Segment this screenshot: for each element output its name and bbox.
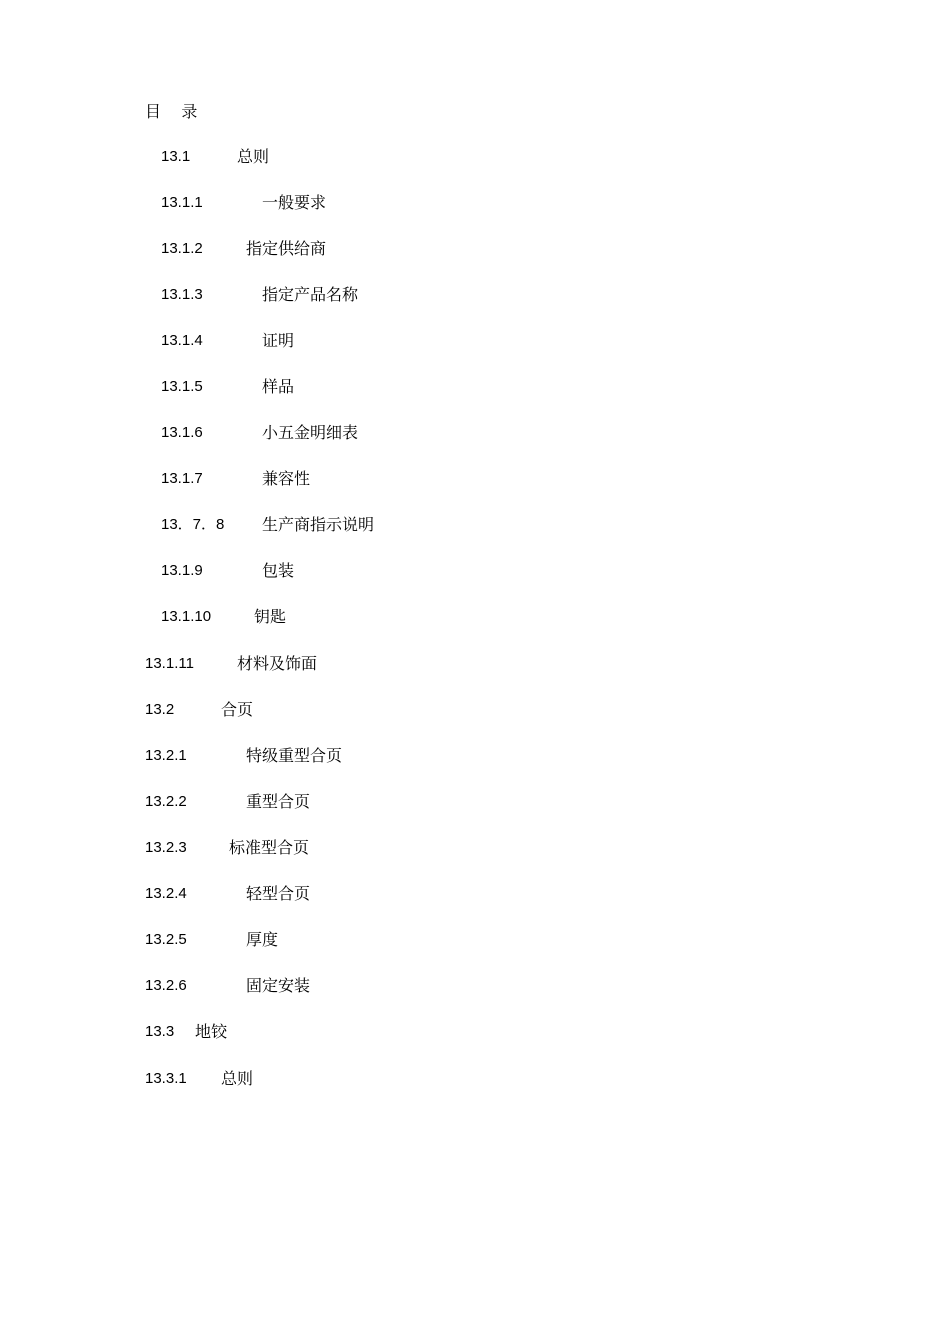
toc-entry-number: 13.1.1 <box>161 194 203 211</box>
toc-entry-number: 13.2.2 <box>145 793 187 810</box>
toc-entry-number: 13.2.3 <box>145 839 187 856</box>
toc-entry-number: 13．7．8 <box>161 516 225 533</box>
toc-entry-title: 指定产品名称 <box>262 285 359 304</box>
toc-entry-title: 包装 <box>262 561 295 580</box>
toc-entry-title: 总则 <box>221 1069 254 1088</box>
toc-entry-title: 证明 <box>262 331 295 350</box>
toc-entry-title: 生产商指示说明 <box>262 515 375 534</box>
toc-entry-title: 重型合页 <box>246 792 311 811</box>
toc-entry-title: 一般要求 <box>262 193 327 212</box>
toc-entry-title: 总则 <box>237 147 270 166</box>
toc-entry-number: 13.1.7 <box>161 470 203 487</box>
toc-entry-title: 小五金明细表 <box>262 423 359 442</box>
toc-entry-title: 轻型合页 <box>246 884 311 903</box>
toc-entry-number: 13.3 <box>145 1023 175 1040</box>
toc-entry-title: 合页 <box>221 700 254 719</box>
toc-entry-title: 指定供给商 <box>246 239 327 258</box>
toc-entry-number: 13.1.5 <box>161 378 203 395</box>
toc-entry-number: 13.2.1 <box>145 747 187 764</box>
toc-entry-number: 13.1 <box>161 148 191 165</box>
toc-entry-number: 13.2.6 <box>145 977 187 994</box>
toc-entry-number: 13.1.2 <box>161 240 203 257</box>
toc-entry-number: 13.1.11 <box>145 655 194 672</box>
toc-entry-number: 13.1.3 <box>161 286 203 303</box>
toc-entry-title: 样品 <box>262 377 295 396</box>
toc-entry-title: 兼容性 <box>262 469 311 488</box>
toc-title: 目 录 <box>145 102 198 121</box>
toc-entry-title: 特级重型合页 <box>246 746 343 765</box>
toc-entry-number: 13.2.5 <box>145 931 187 948</box>
toc-entry-number: 13.1.10 <box>161 608 212 625</box>
toc-entry-title: 固定安装 <box>246 976 311 995</box>
toc-entry-number: 13.1.6 <box>161 424 203 441</box>
toc-entry-number: 13.2.4 <box>145 885 187 902</box>
toc-entry-title: 材料及饰面 <box>237 654 318 673</box>
toc-entry-title: 标准型合页 <box>229 838 310 857</box>
toc-entry-number: 13.1.4 <box>161 332 203 349</box>
toc-entry-number: 13.3.1 <box>145 1070 187 1087</box>
toc-entry-title: 厚度 <box>246 930 279 949</box>
toc-entry-number: 13.2 <box>145 701 175 718</box>
toc-entry-title: 地铰 <box>195 1022 228 1041</box>
toc-entry-title: 钥匙 <box>254 607 287 626</box>
toc-entry-number: 13.1.9 <box>161 562 203 579</box>
